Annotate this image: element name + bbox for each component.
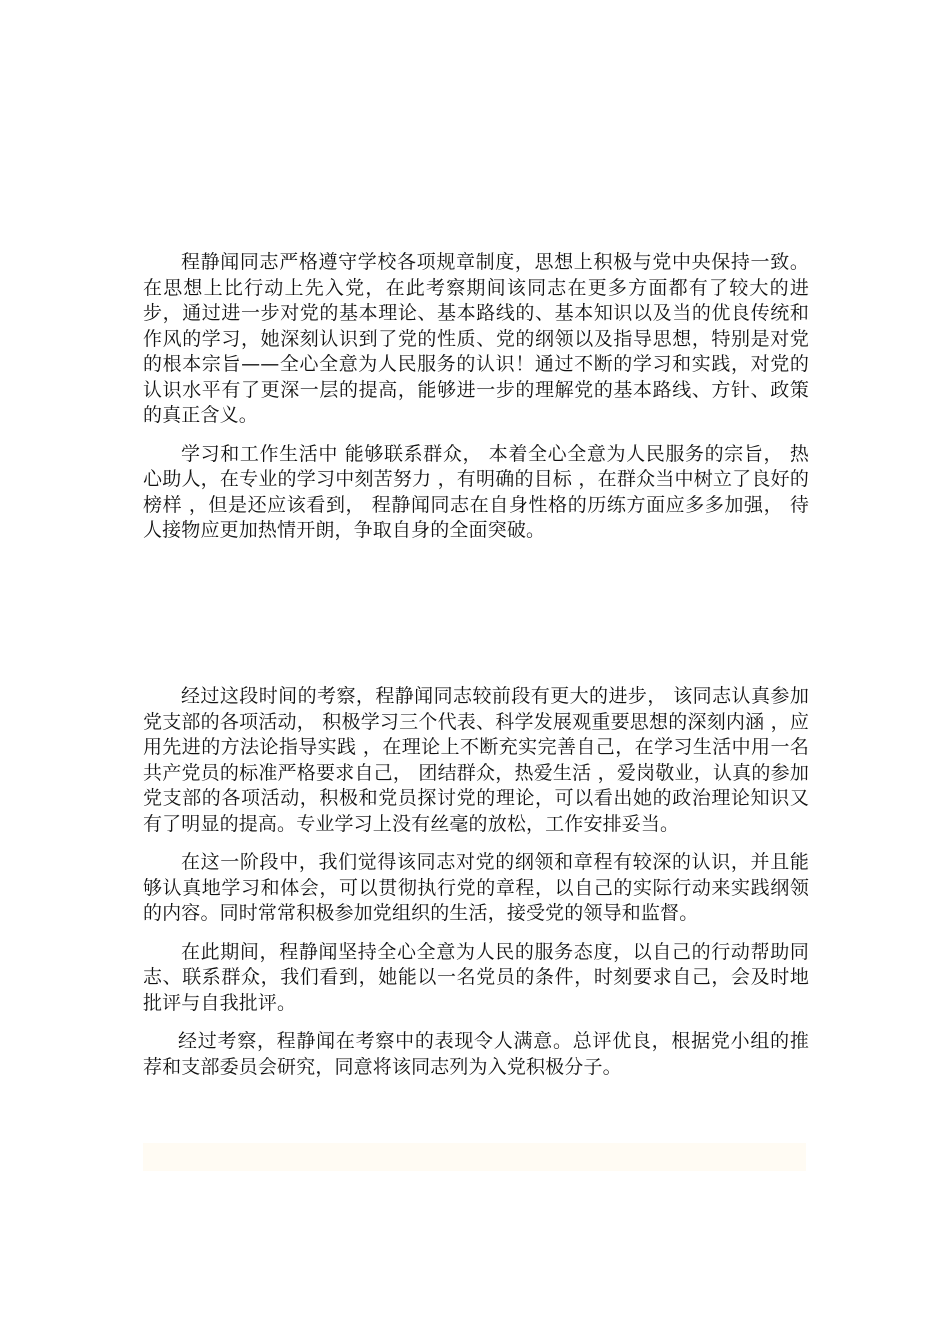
paragraph-service-attitude: 在此期间，程静闻坚持全心全意为人民的服务态度，以自己的行动帮助同志、联系群众，我们看到，她能以一名党员的条件，时刻要求自己，会及时地批评与自我批评。: [143, 940, 809, 1014]
paragraph-progress-review: 经过这段时间的考察，程静闻同志较前段有更大的进步， 该同志认真参加党支部的各项活动， 积极学习三个代表、科学发展观重要思想的深刻内涵 ，应用先进的方法论指导实践 ，在理论上不断充实完善自己，在学习生活中用一名共产党员的标准严格要求自己， 团结群众，热爱生活 ，爱岗敬业，认真的参加党支部的各项活动，积极和党员探讨党的理论，可以看出她的政治理论知识又有了明显的提高。专业学习上没有丝毫的放松，工作安排妥当。: [143, 685, 809, 835]
footer-shading: [143, 1143, 806, 1171]
paragraph-party-constitution: 在这一阶段中，我们觉得该同志对党的纲领和章程有较深的认识，并且能够认真地学习和体会，可以贯彻执行党的章程，以自己的实际行动来实践纲领的内容。同时常常积极参加党组织的生活，接受党的领导和监督。: [143, 851, 809, 924]
evaluation-section-2: [143, 684, 809, 1093]
paragraph-work-and-mass-connection: 学习和工作生活中 能够联系群众， 本着全心全意为人民服务的宗旨， 热心助人，在专业的学习中刻苦努力 ，有明确的目标 ，在群众当中树立了良好的榜样 ，但是还应该看到， 程静闻同志在自身性格的历练方面应多多加强， 待人接物应更加热情开朗，争取自身的全面突破。: [143, 442, 809, 541]
paragraph-conclusion: 经过考察，程静闻在考察中的表现令人满意。总评优良，根据党小组的推荐和支部委员会研究，同意将该同志列为入党积极分子。: [143, 1030, 809, 1078]
paragraph-discipline-and-thought: 程静闻同志严格遵守学校各项规章制度，思想上积极与党中央保持一致。在思想上比行动上先入党，在此考察期间该同志在更多方面都有了较大的进步，通过进一步对党的基本理论、基本路线的、基本知识以及当的优良传统和作风的学习，她深刻认识到了党的性质、党的纲领以及指导思想，特别是对党的根本宗旨——全心全意为人民服务的认识！通过不断的学习和实践，对党的认识水平有了更深一层的提高，能够进一步的理解党的基本路线、方针、政策的真正含义。: [143, 251, 809, 426]
evaluation-section-1: [143, 250, 809, 557]
